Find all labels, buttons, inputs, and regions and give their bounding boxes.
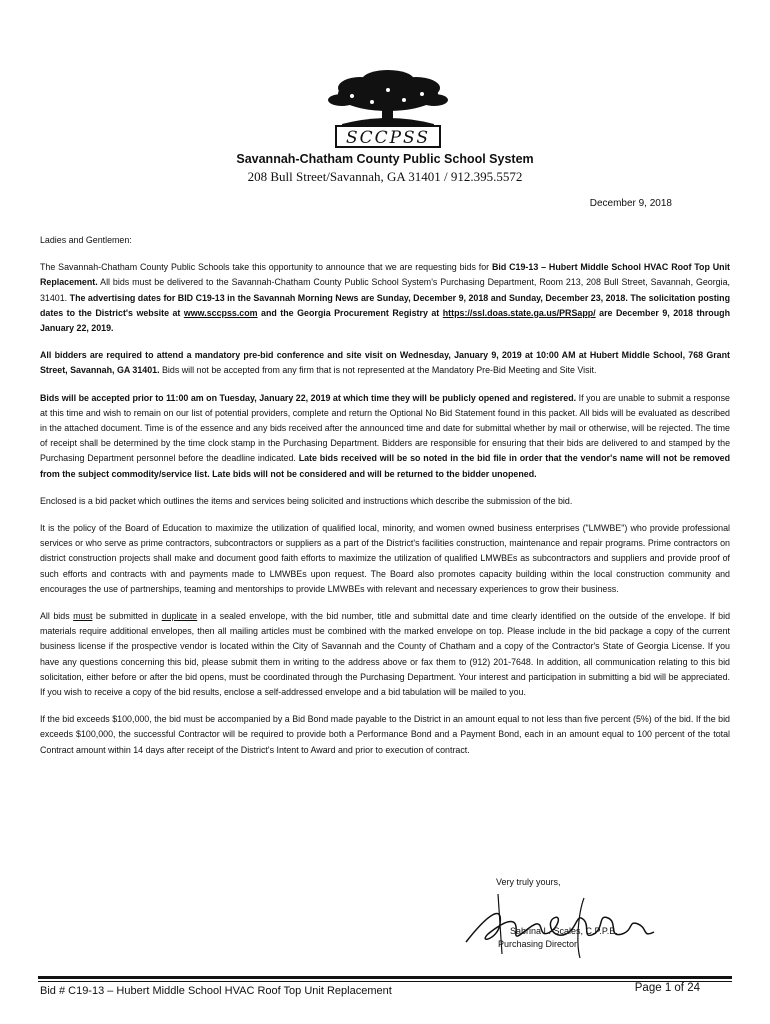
letter-date: December 9, 2018: [589, 198, 672, 209]
paragraph-announcement: The Savannah-Chatham County Public Schools take this opportunity to announce that we are requesting bids for Bid C19-13 – Hubert Middle School HVAC Roof Top Unit Replacement. All bids must be delivered to the Savannah-Chatham County Public School System's Purchasing Department, Room 213, 208 Bull Street, Savannah, Georgia, 31401. The advertising dates for BID C19-13 in the Savannah Morning News are Sunday, December 9, 2018 and Sunday, December 23, 2018. The solicitation posting dates to the District's website at www.sccpss.com and the Georgia Procurement Registry at https://ssl.doas.state.ga.us/PRSapp/ are December 9, 2018 through January 22, 2019.: [40, 262, 730, 334]
paragraph-deadline: Bids will be accepted prior to 11:00 am on Tuesday, January 22, 2019 at which time they will be publicly opened and registered. If you are unable to submit a response at this time and wish to remain on our list of potential providers, complete and return the Optional No Bid Statement found in this packet. All bids will be evaluated as described in the attached document. Time is of the essence and any bids received after the announced time and date for submittal whether by mail or otherwise, will be rejected. The time of receipt shall be determined by the time clock stamp in the Purchasing Department. Bidders are responsible for ensuring that their bids are delivered to and stamped by the Purchasing Department personnel before the deadline indicated. Late bids received will be so noted in the bid file in order that the vendor's name will not be removed from the subject commodity/service list. Late bids will not be considered and will be returned to the bidder unopened.: [40, 392, 730, 479]
page-number: Page 1 of 24: [634, 982, 700, 994]
closing: Very truly yours,: [496, 877, 561, 887]
signer-name: Sabrina L. Scales, C.P.P.B.: [510, 926, 618, 936]
paragraph-submission: All bids must be submitted in duplicate in a sealed envelope, with the bid number, title and submittal date and time clearly identified on the outside of the envelope. If bid materials require additional envelopes, then all mailing articles must be combined with the marked envelope on top. Please include in the bid package a copy of the current business license if the prospective vendor is located within the City of Savannah and the County of Chatham and a copy of the Contractor's State of Georgia License. If you have any questions concerning this bid, please submit them in writing to the address above or fax them to (912) 201-7648. In addition, all communication relating to this bid solicitation, either before or after the bid opens, must be coordinated through the Purchasing Department. Your interest and participation in submitting a bid will be appreciated. If you wish to receive a copy of the bid results, enclose a self-addressed envelope and a bid tabulation will be mailed to you.: [40, 611, 731, 698]
oak-tree-icon: [322, 66, 454, 150]
procurement-registry-link[interactable]: https://ssl.doas.state.ga.us/PRSapp/: [442, 307, 596, 318]
logo-text: SCCPSS: [345, 128, 431, 148]
letter-body: [40, 233, 730, 770]
salutation: Ladies and Gentlemen:: [40, 235, 132, 245]
org-address: 208 Bull Street/Savannah, GA 31401 / 912.395.5572: [247, 169, 523, 184]
signer-title: Purchasing Director: [498, 939, 578, 949]
signature-block: [496, 872, 696, 962]
sccpss-logo: [322, 66, 454, 150]
handwritten-signature: [458, 884, 698, 964]
paragraph-prebid: All bidders are required to attend a mandatory pre-bid conference and site visit on Wednesday, January 9, 2019 at 10:00 AM at Hubert Middle School, 768 Grant Street, Savannah, GA 31401. Bids will not be accepted from any firm that is not represented at the Mandatory Pre-Bid Meeting and Site Visit.: [40, 350, 730, 376]
footer-bid-title: Bid # C19-13 – Hubert Middle School HVAC Roof Top Unit Replacement: [40, 985, 392, 997]
footer-rule-thick: [38, 976, 732, 979]
footer-rule-thin: [38, 981, 732, 982]
paragraph-lmwbe-policy: It is the policy of the Board of Education to maximize the utilization of qualified local, minority, and women owned business enterprises ("LMWBE") who provide professional services or who serve as prime contractors, subcontractors or suppliers as a part of the District's facilities construction, maintenance and repair programs. Prime contractors on district construction projects shall make and document good faith efforts to maximize the utilization of qualified LMWBEs as subcontractors and suppliers and provide proof of such efforts and contracts with and payments made to LMWBEs upon request. The Board also promotes capacity building within the local construction community and encourages the use of partnerships, teaming and mentorships to provide LMWBEs with relevant and necessary experiences to grow their business.: [40, 523, 730, 594]
paragraph-bonds: If the bid exceeds $100,000, the bid must be accompanied by a Bid Bond made payable to the District in an amount equal to not less than five percent (5%) of the bid. If the bid exceeds $100,000, the successful Contractor will be required to provide both a Performance Bond and a Payment Bond, each in an amount equal to 100 percent of the total Contract amount within 14 days after receipt of the District's Intent to Award and prior to execution of contract.: [40, 714, 730, 755]
org-name: Savannah-Chatham County Public School System: [236, 152, 534, 166]
website-link[interactable]: www.sccpss.com: [183, 307, 258, 318]
paragraph-enclosed: Enclosed is a bid packet which outlines the items and services being solicited and instructions which describe the submission of the bid.: [40, 495, 573, 506]
